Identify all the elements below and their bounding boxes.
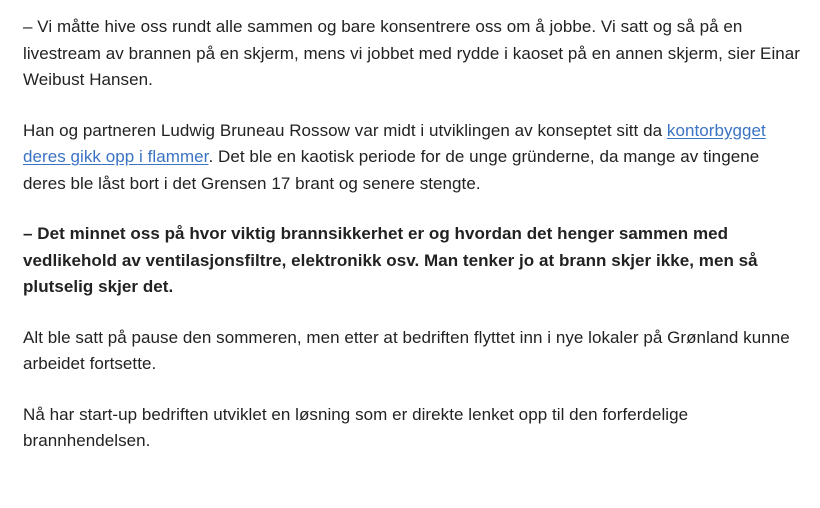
quote-paragraph-1: – Vi måtte hive oss rundt alle sammen og bare konsentrere oss om å jobbe. Vi satt og så på en livestream av brannen på en skjerm, mens vi jobbet med rydde i kaoset på en annen skjerm, sier Einar Weibust Hansen. <box>23 17 800 89</box>
paragraph-2 <box>23 118 803 198</box>
paragraph-2-text-start: Han og partneren Ludwig Bruneau Rossow var midt i utviklingen av konseptet sitt da <box>23 120 667 140</box>
article-link-office-fire[interactable]: kontorbygget deres gikk opp i flammer <box>23 120 766 166</box>
paragraph-5: Nå har start-up bedriften utviklet en løsning som er direkte lenket opp til den forferdelige brannhendelsen. <box>23 404 689 450</box>
paragraph-4: Alt ble satt på pause den sommeren, men etter at bedriften flyttet inn i nye lokaler på Grønland kunne arbeidet fortsette. <box>23 327 790 373</box>
paragraph-2-text-end: . Det ble en kaotisk periode for de unge gründerne, da mange av tingene deres ble låst bort i det Grensen 17 brant og senere stengte. <box>23 147 760 193</box>
article-body <box>23 14 803 455</box>
bold-quote-paragraph: – Det minnet oss på hvor viktig brannsikkerhet er og hvordan det henger sammen med vedlikehold av ventilasjonsfiltre, elektronikk osv. Man tenker jo at brann skjer ikke, men så plutselig skjer det. <box>23 224 758 296</box>
